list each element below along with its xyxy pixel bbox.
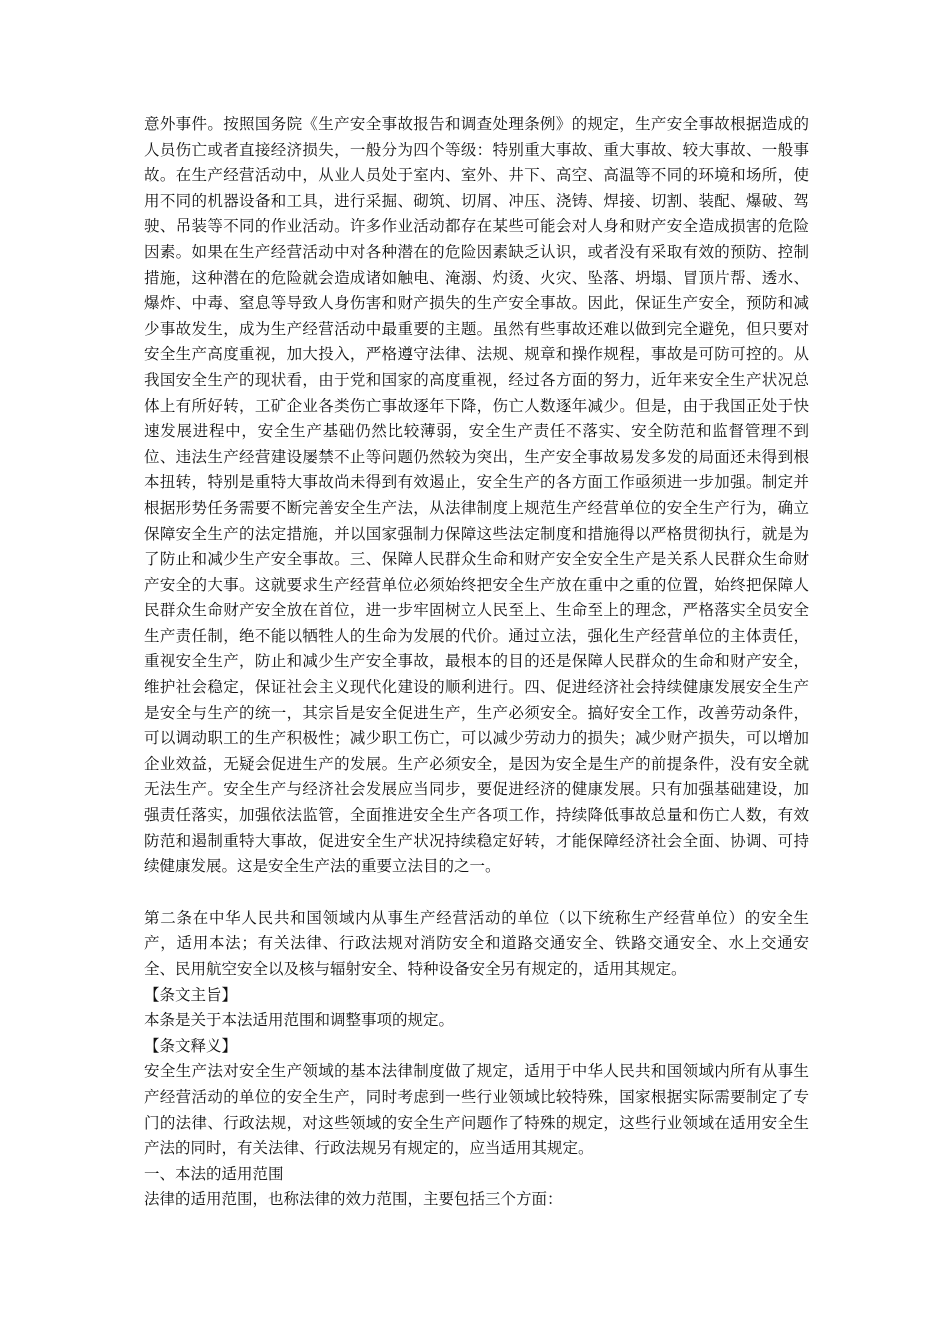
document-body [144,112,809,1213]
paragraph-scope-of-application: 法律的适用范围，也称法律的效力范围，主要包括三个方面： [144,1190,563,1209]
heading-scope-of-application: 一、本法的适用范围 [144,1164,284,1183]
paragraph-gap [144,880,809,906]
paragraph-article-gist: 本条是关于本法适用范围和调整事项的规定。 [144,1011,455,1030]
paragraph-article-2: 第二条在中华人民共和国领域内从事生产经营活动的单位（以下统称生产经营单位）的安全生产，适用本法；有关法律、行政法规对消防安全和道路交通安全、铁路交通安全、水上交通安全、民用航空安全以及核与辐射安全、特种设备安全另有规定的，适用其规定。 [144,908,809,978]
paragraph-safety-purpose: 意外事件。按照国务院《生产安全事故报告和调查处理条例》的规定，生产安全事故根据造成的人员伤亡或者直接经济损失，一般分为四个等级：特别重大事故、重大事故、较大事故、一般事故。在生产经营活动中，从业人员处于室内、室外、井下、高空、高温等不同的环境和场所，使用不同的机器设备和工具，进行采掘、砌筑、切屑、冲压、浇铸、焊接、切割、装配、爆破、驾驶、吊装等不同的作业活动。许多作业活动都存在某些可能会对人身和财产安全造成损害的危险因素。如果在生产经营活动中对各种潜在的危险因素缺乏认识，或者没有采取有效的预防、控制措施，这种潜在的危险就会造成诸如触电、淹溺、灼烫、火灾、坠落、坍塌、冒顶片帮、透水、爆炸、中毒、窒息等导致人身伤害和财产损失的生产安全事故。因此，保证生产安全，预防和减少事故发生，成为生产经营活动中最重要的主题。虽然有些事故还难以做到完全避免，但只要对安全生产高度重视，加大投入，严格遵守法律、法规、规章和操作规程，事故是可防可控的。从我国安全生产的现状看，由于党和国家的高度重视，经过各方面的努力，近年来安全生产状况总体上有所好转，工矿企业各类伤亡事故逐年下降，伤亡人数逐年减少。但是，由于我国正处于快速发展进程中，安全生产基础仍然比较薄弱，安全生产责任不落实、安全防范和监督管理不到位、违法生产经营建设屡禁不止等问题仍然较为突出，生产安全事故易发多发的局面还未得到根本扭转，特别是重特大事故尚未得到有效遏止，安全生产的各方面工作亟须进一步加强。制定并根据形势任务需要不断完善安全生产法，从法律制度上规范生产经营单位的安全生产行为，确立保障安全生产的法定措施，并以国家强制力保障这些法定制度和措施得以严格贯彻执行，就是为了防止和减少生产安全事故。三、保障人民群众生命和财产安全安全生产是关系人民群众生命财产安全的大事。这就要求生产经营单位必须始终把安全生产放在重中之重的位置，始终把保障人民群众生命财产安全放在首位，进一步牢固树立人民至上、生命至上的理念，严格落实全员安全生产责任制，绝不能以牺牲人的生命为发展的代价。通过立法，强化生产经营单位的主体责任，重视安全生产，防止和减少生产安全事故，最根本的目的还是保障人民群众的生命和财产安全，维护社会稳定，保证社会主义现代化建设的顺利进行。四、促进经济社会持续健康发展安全生产是安全与生产的统一，其宗旨是安全促进生产，生产必须安全。搞好安全工作，改善劳动条件，可以调动职工的生产积极性；减少职工伤亡，可以减少劳动力的损失；减少财产损失，可以增加企业效益，无疑会促进生产的发展。生产必须安全，是因为安全是生产的前提条件，没有安全就无法生产。安全生产与经济社会发展应当同步，要促进经济的健康发展。只有加强基础建设，加强责任落实，加强依法监管，全面推进安全生产各项工作，持续降低事故总量和伤亡人数，有效防范和遏制重特大事故，促进安全生产状况持续稳定好转，才能保障经济社会全面、协调、可持续健康发展。这是安全生产法的重要立法目的之一。 [144,115,809,876]
heading-article-gist: 【条文主旨】 [144,985,238,1004]
paragraph-article-interpretation: 安全生产法对安全生产领域的基本法律制度做了规定，适用于中华人民共和国领域内所有从事生产经营活动的单位的安全生产，同时考虑到一些行业领域比较特殊，国家根据实际需要制定了专门的法律、行政法规，对这些领域的安全生产问题作了特殊的规定，这些行业领域在适用安全生产法的同时，有关法律、行政法规另有规定的，应当适用其规定。 [144,1062,809,1158]
heading-article-interpretation: 【条文释义】 [144,1036,238,1055]
